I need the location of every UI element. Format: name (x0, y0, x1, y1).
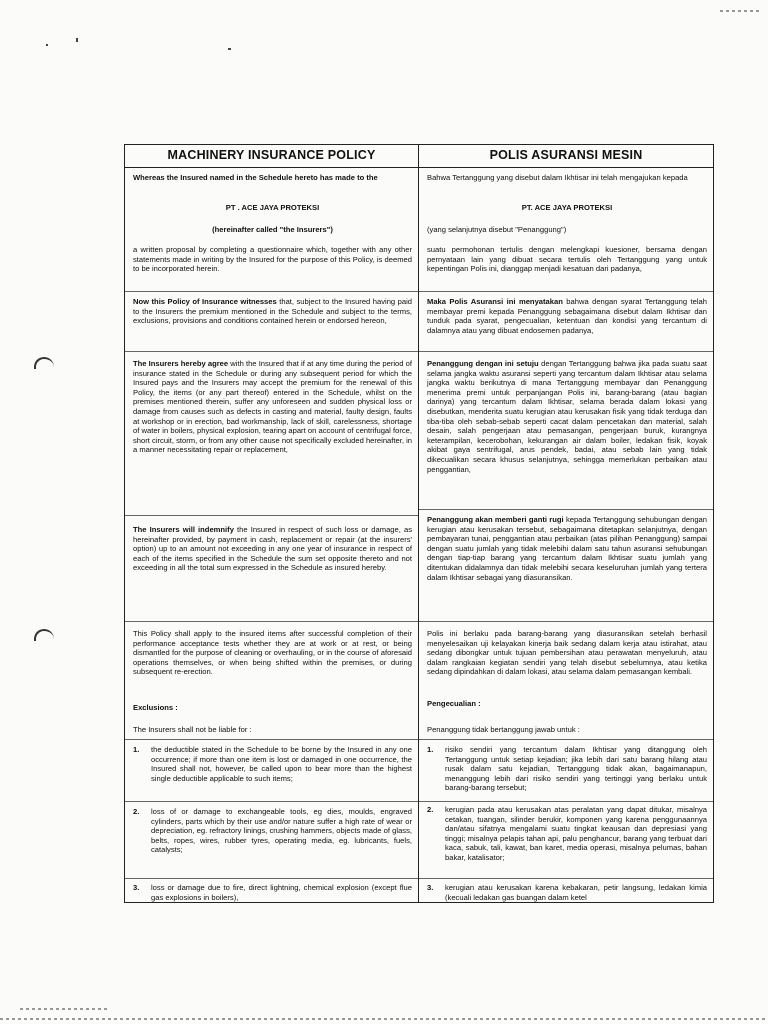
scan-noise (0, 1018, 768, 1020)
row-divider (125, 351, 418, 352)
row-divider (125, 739, 418, 740)
witnesses-paragraph: Maka Polis Asuransi ini menyatakan bahwa dengan syarat Tertanggung telah membayar premi kepada Penanggung sebagaimana disebut dalam Ikhtisar dan tunduk pada syarat, pengecualian, ketentuan dan kondisi yang tercantum di dalamnya atau yang dibuat endosemen padanya, (427, 297, 707, 335)
hereinafter-note: (yang selanjutnya disebut "Penanggung") (427, 225, 567, 234)
agree-paragraph: Penanggung dengan ini setuju dengan Tertanggung bahwa jika pada suatu saat selama jangka waktu asuransi seperti yang tercantum dalam Ikhtisar atau selama jangka waktu berikutnya di mana Tertanggung membayar dan Penanggung menerima premi untuk perpanjangan Polis ini, barang-barang (atau bagian darinya) yang tercantum dalam Ikhtisar, selama berada dalam lokasi yang disebutkan, menderita suatu kerugian atau kerusakan fisik yang tidak terduga dan tiba-tiba oleh sebab-sebab seperti cacat dalam pencetakan dan material, salah desain, salah pengerjaan atau pemasangan, pengerjaan buruk, kurangnya keterampilan, kecerobohan, kekurangan air dalam boiler, ledakan fisik, koyak akibat gaya sentrifugal, arus pendek, badai, atau sebab lain yang tidak dikecualikan secara khusus selanjutnya, sehingga memerlukan perbaikan atau penggantian, (427, 359, 707, 474)
row-divider (419, 509, 713, 510)
exclusions-heading: Exclusions : (133, 703, 178, 712)
binder-hole-mark (34, 629, 54, 641)
policy-table (124, 144, 714, 903)
row-divider (419, 739, 713, 740)
indonesian-title: POLIS ASURANSI MESIN (419, 145, 713, 168)
indemnify-paragraph: Penanggung akan memberi ganti rugi kepada Tertanggung sehubungan dengan kerugian atau kerusakan tersebut, sebagaimana ditetapkan selanjutnya, dengan pembayaran tunai, penggantian atau perbaikan (atas pilihan Penanggung) sampai dengan suatu jumlah yang tidak melebihi dalam satu tahun asuransi sehubungan dengan tiap-tiap barang yang tercantum dalam Ikhtisar suatu jumlah yang ditentukan didalamnya dan tidak melebihi secara keseluruhan jumlah yang tertera dalam Ikhtisar sebagai yang diasuransikan. (427, 515, 707, 582)
exclusion-item: 2. kerugian pada atau kerusakan atas peralatan yang dapat ditukar, misalnya cetakan, tuangan, silinder berukir, komponen yang karena penggunaannya dan/atau sifatnya mengalami suatu tingkat keausan dan depresiasi yang tinggi; misalnya pelapis tahan api, palu penghancur, barang yang terbuat dari kaca, sabuk, tali, kawat, ban karet, media operasi, misalnya pelumas, bahan bakar, katalisator; (427, 805, 707, 862)
row-divider (419, 801, 713, 802)
agree-paragraph: The Insurers hereby agree with the Insured that if at any time during the period of insurance stated in the Schedule or during any subsequent period for which the Insured pays and the Insurers may accept the premium for the renewal of this Policy, the items (or any part thereof) entered in the Schedule, whilst on the premises mentioned therein, suffer any unforeseen and sudden physical loss or damage from causes such as defects in casting and material, faulty design, faults at workshop or in erection, bad workmanship, lack of skill, carelessness, shortage of water in boilers, physical explosion, tearing apart on account of centrifugal force, short circuit, storm, or from any other cause not specifically excluded hereinafter, in a manner necessitating repair or replacement, (133, 359, 413, 455)
row-divider (125, 515, 418, 516)
exclusion-item: 2. loss of or damage to exchangeable tools, eg dies, moulds, engraved cylinders, parts which by their use and/or nature suffer a high rate of wear or depreciation, eg. refractory linings, crushing hammers, objects made of glass, belts, ropes, wires, rubber tyres, operating media, eg. lubricants, fuels, catalysts; (133, 807, 412, 855)
english-title: MACHINERY INSURANCE POLICY (125, 145, 418, 168)
exclusion-item: 1. risiko sendiri yang tercantum dalam Ikhtisar yang ditanggung oleh Tertanggung untuk setiap kejadian; jika lebih dari satu barang hilang atau rusak dalam satu kejadian, Tertanggung tidak akan, bagaimanapun, menanggung lebih dari risiko sendiri yang tertinggi yang berlaku untuk barang-barang tersebut; (427, 745, 707, 793)
row-divider (125, 621, 418, 622)
not-liable-intro: The Insurers shall not be liable for : (133, 725, 252, 734)
proposal-paragraph: a written proposal by completing a questionnaire which, together with any other statements made in writing by the Insured for the purpose of this Policy, is deemed to be incorporated herein. (133, 245, 412, 274)
row-divider (419, 291, 713, 292)
row-divider (419, 351, 713, 352)
scan-speck (228, 48, 231, 50)
apply-paragraph: Polis ini berlaku pada barang-barang yang diasuransikan setelah berhasil menyelesaikan uji kelayakan kinerja baik sedang dalam kerja atau istirahat, atau sedang dibongkar untuk tujuan pembersihan atau perawatan menyeluruh, atau dalam rangkaian kegiatan sendiri yang telah disebut sebelumnya, atau ketika sedang dipindahkan di dalam lokasi, atau selama dalam pemasangan kembali. (427, 629, 707, 677)
scan-speck (76, 38, 78, 42)
not-liable-intro: Penanggung tidak bertanggung jawab untuk : (427, 725, 580, 734)
exclusion-item: 3. kerugian atau kerusakan karena kebakaran, petir langsung, ledakan kimia (kecuali ledakan gas buangan dalam ketel (427, 883, 707, 902)
hereinafter-note: (hereinafter called "the Insurers") (212, 225, 333, 234)
row-divider (419, 621, 713, 622)
scan-noise (20, 1008, 110, 1010)
exclusion-item: 3. loss or damage due to fire, direct lightning, chemical explosion (except flue gas explosions in boilers), (133, 883, 412, 902)
row-divider (419, 878, 713, 879)
whereas-text: Whereas the Insured named in the Schedule hereto has made to the (133, 173, 378, 182)
row-divider (125, 878, 418, 879)
company-name: PT . ACE JAYA PROTEKSI (225, 203, 320, 212)
row-divider (125, 801, 418, 802)
binder-hole-mark (34, 357, 54, 369)
whereas-paragraph (133, 173, 412, 183)
row-divider (125, 291, 418, 292)
indemnify-paragraph: The Insurers will indemnify the Insured in respect of such loss or damage, as hereinafter provided, by payment in cash, replacement or repair (at the insurers' option) up to an amount not exceeding in any one year of insurance in respect of each of the items specified in the Schedule the sum set opposite thereto and not exceeding in all the total sum expressed in the Schedule as insured hereby. (133, 525, 412, 573)
apply-paragraph: This Policy shall apply to the insured items after successful completion of their performance acceptance tests whether they are at work or at rest, or being dismantled for the purpose of cleaning or overhauling, or in the course of aforesaid operations themselves, or when being shifted within the premises, or during subsequent re-erection. (133, 629, 412, 677)
proposal-paragraph: suatu permohonan tertulis dengan melengkapi kuesioner, bersama dengan pernyataan lain yang dibuat secara tertulis oleh Tertanggung yang untuk kepentingan Polis ini, dianggap menjadi kesatuan dari padanya, (427, 245, 707, 274)
exclusion-item: 1. the deductible stated in the Schedule to be borne by the Insured in any one occurrence; if more than one item is lost or damaged in one occurrence, the Insured shall not, however, be called upon to bear more than the highest single deductible applicable to such items; (133, 745, 412, 783)
scan-speck (46, 44, 48, 46)
witnesses-paragraph: Now this Policy of Insurance witnesses that, subject to the Insured having paid to the Insurers the premium mentioned in the Schedule and subject to the terms, exclusions, provisions and conditions contained herein or endorsed hereon, (133, 297, 412, 326)
company-name: PT. ACE JAYA PROTEKSI (521, 203, 613, 212)
scan-noise (720, 10, 760, 12)
exclusions-heading: Pengecualian : (427, 699, 481, 708)
english-column (125, 145, 419, 902)
indonesian-column (419, 145, 713, 902)
bahwa-paragraph: Bahwa Tertanggung yang disebut dalam Ikhtisar ini telah mengajukan kepada (427, 173, 688, 182)
